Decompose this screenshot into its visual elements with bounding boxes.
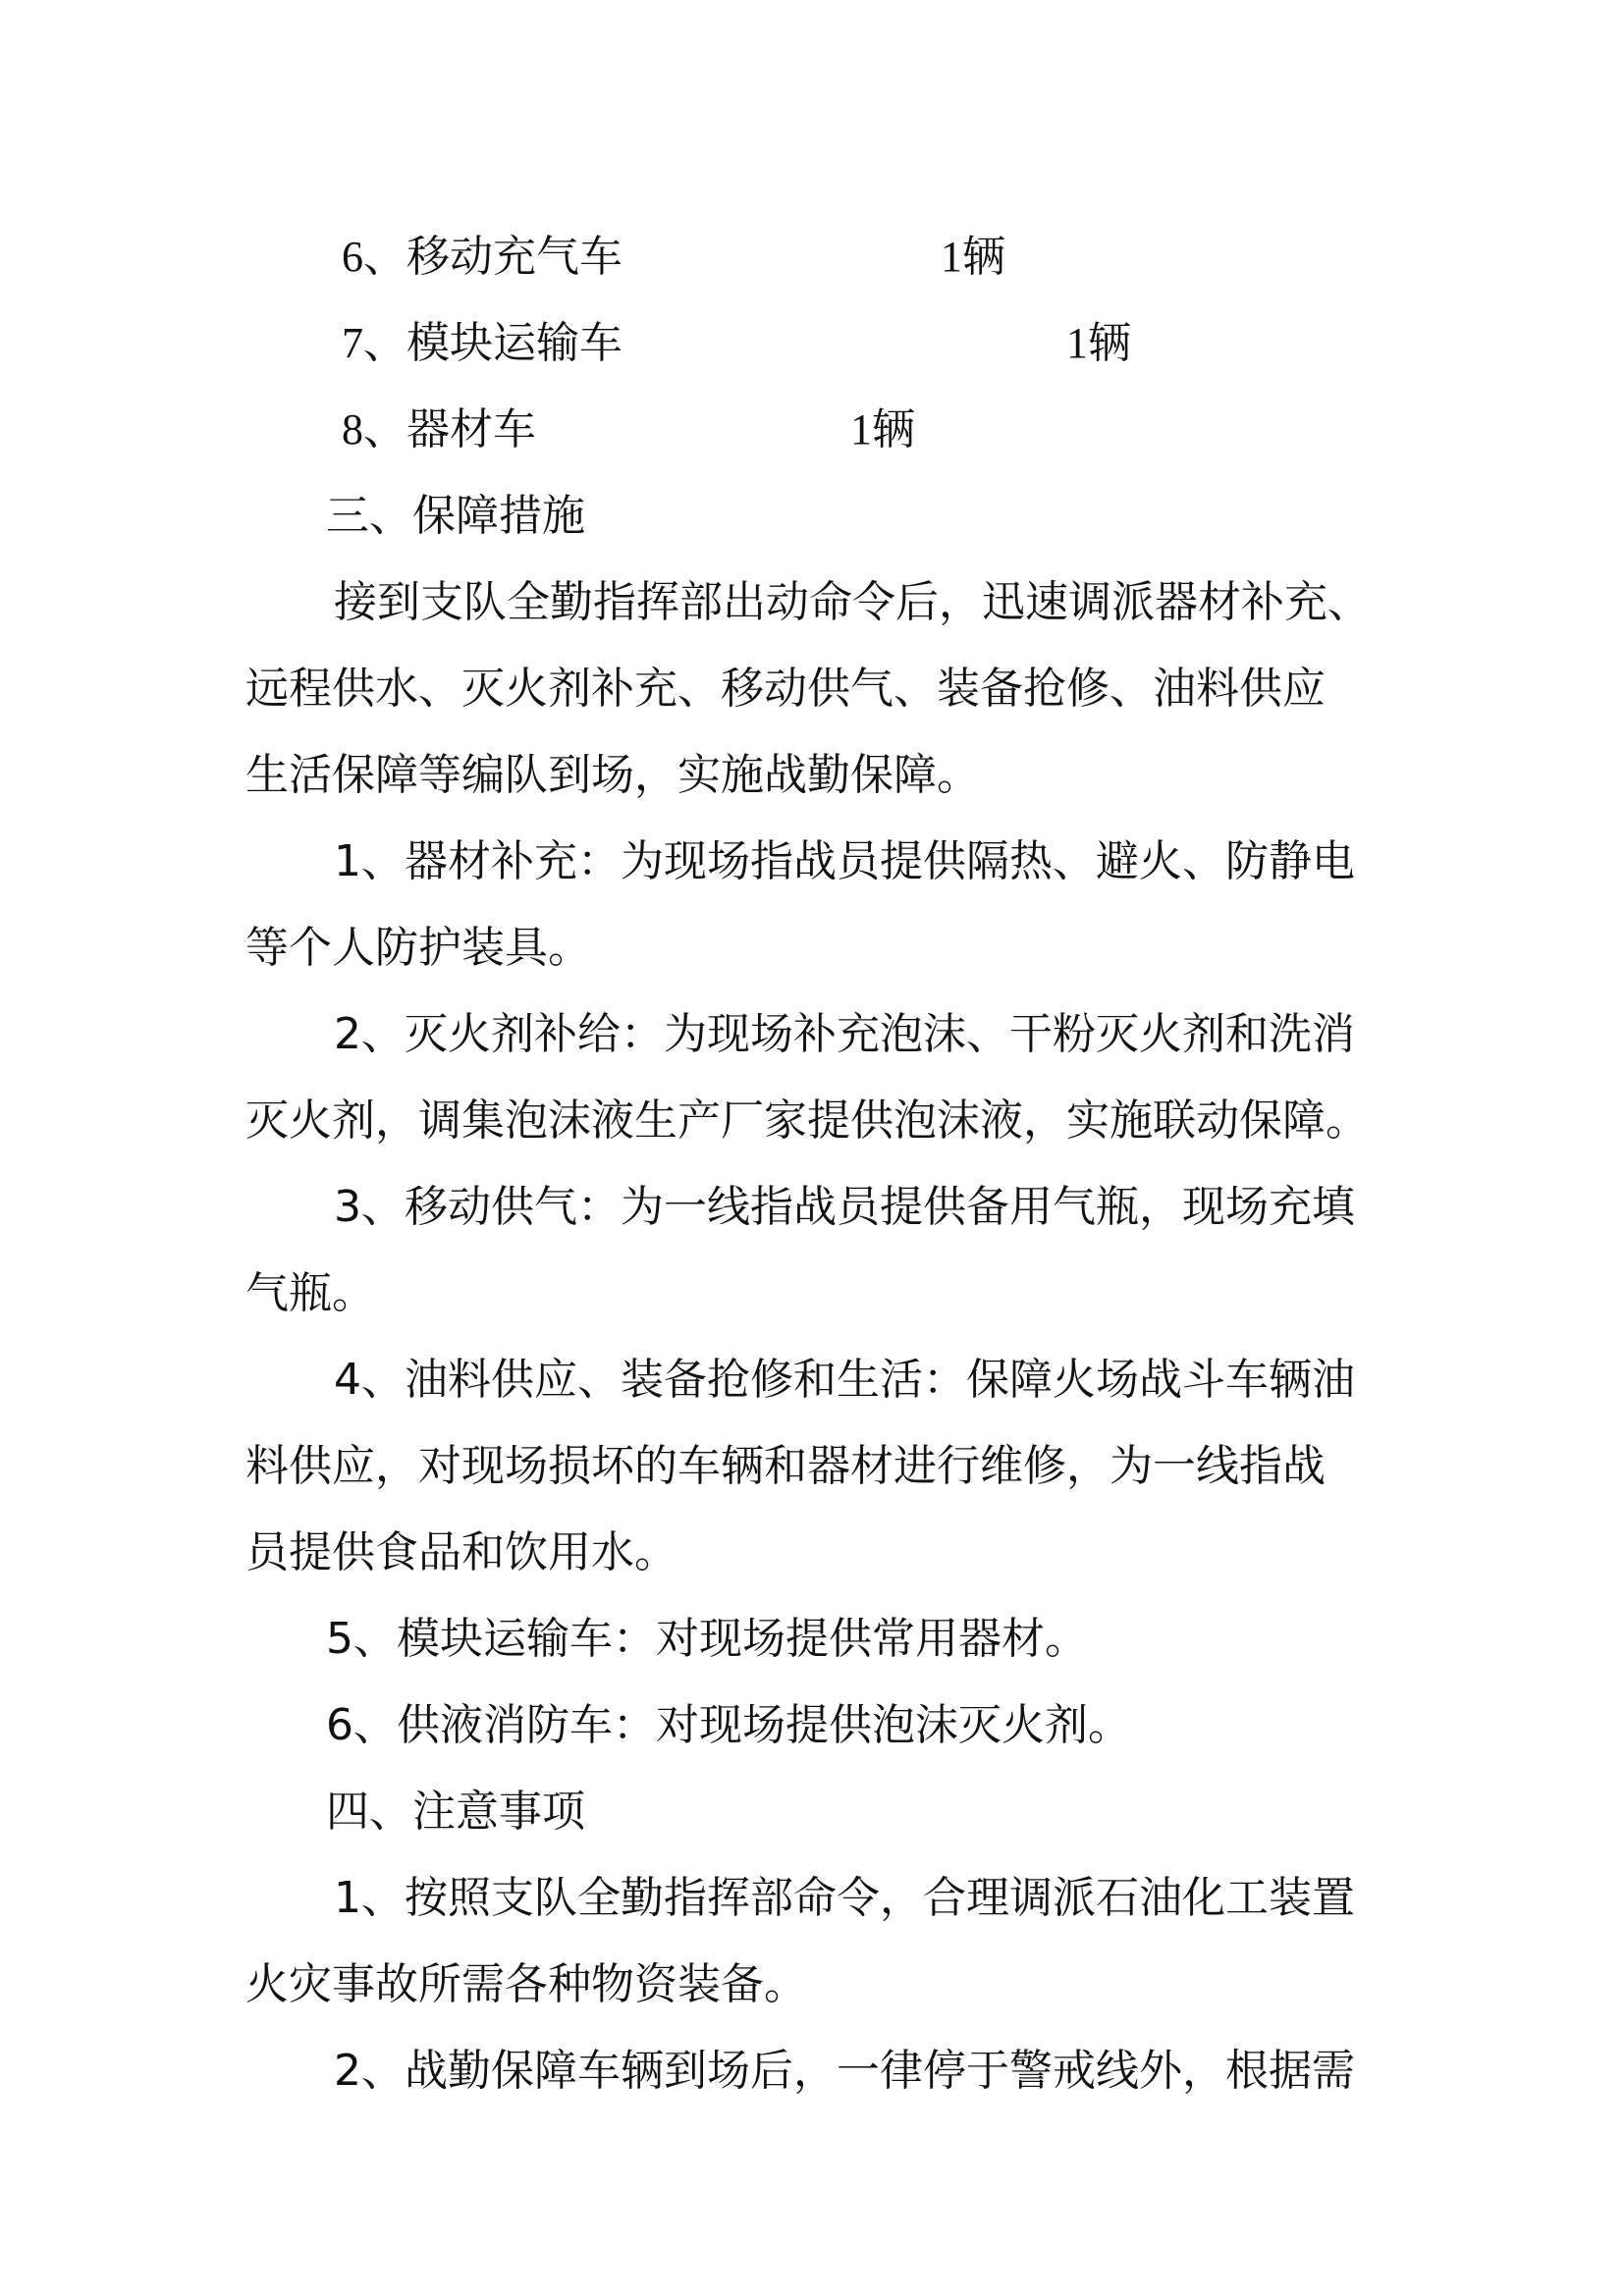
section-4-item-1-line-2: 火灾事故所需各种物资装备。 xyxy=(245,1959,807,2009)
vehicle-quantity: 1 xyxy=(941,233,962,281)
section-3-intro-line-3: 生活保障等编队到场，实施战勤保障。 xyxy=(245,750,980,800)
vehicle-row-8 xyxy=(0,391,1624,469)
section-4-item-2-line-1: 2、战勤保障车辆到场后，一律停于警戒线外，根据需 xyxy=(334,2046,1355,2096)
vehicle-name: 器材车 xyxy=(406,404,536,454)
section-4-heading: 四、注意事项 xyxy=(326,1787,585,1837)
section-3-item-1-line-1: 1、器材补充：为现场指战员提供隔热、避火、防静电 xyxy=(334,836,1355,886)
vehicle-number: 6 xyxy=(342,233,363,281)
section-3-item-1-line-2: 等个人防护装具。 xyxy=(245,923,591,973)
vehicle-name: 模块运输车 xyxy=(406,318,623,368)
vehicle-quantity: 1 xyxy=(850,405,872,454)
vehicle-unit: 辆 xyxy=(962,232,1005,282)
section-3-item-2-line-1: 2、灭火剂补给：为现场补充泡沫、干粉灭火剂和洗消 xyxy=(334,1009,1355,1059)
section-4-item-1-line-1: 1、按照支队全勤指挥部命令，合理调派石油化工装置 xyxy=(334,1873,1355,1923)
section-3-item-4-line-1: 4、油料供应、装备抢修和生活：保障火场战斗车辆油 xyxy=(334,1355,1355,1405)
section-3-item-3-line-2: 气瓶。 xyxy=(245,1268,375,1318)
section-3-item-4-line-2: 料供应，对现场损坏的车辆和器材进行维修，为一线指战 xyxy=(245,1441,1326,1491)
section-3-item-2-line-2: 灭火剂，调集泡沫液生产厂家提供泡沫液，实施联动保障。 xyxy=(245,1095,1369,1146)
vehicle-separator: 、 xyxy=(363,232,406,282)
vehicle-unit: 辆 xyxy=(1088,318,1131,368)
vehicle-unit: 辆 xyxy=(872,404,915,454)
vehicle-row-6 xyxy=(0,218,1624,296)
vehicle-name: 移动充气车 xyxy=(406,232,623,282)
vehicle-number: 8 xyxy=(342,405,363,454)
vehicle-quantity: 1 xyxy=(1066,319,1088,367)
section-3-item-6: 6、供液消防车：对现场提供泡沫灭火剂。 xyxy=(326,1700,1131,1750)
vehicle-row-7 xyxy=(0,304,1624,383)
section-3-heading: 三、保障措施 xyxy=(326,491,585,541)
vehicle-separator: 、 xyxy=(363,404,406,454)
vehicle-separator: 、 xyxy=(363,318,406,368)
section-3-item-5: 5、模块运输车：对现场提供常用器材。 xyxy=(326,1614,1088,1664)
section-3-item-3-line-1: 3、移动供气：为一线指战员提供备用气瓶，现场充填 xyxy=(334,1182,1355,1232)
vehicle-number: 7 xyxy=(342,319,363,367)
section-3-intro-line-1: 接到支队全勤指挥部出动命令后，迅速调派器材补充、 xyxy=(334,577,1371,627)
section-3-intro-line-2: 远程供水、灭火剂补充、移动供气、装备抢修、油料供应 xyxy=(245,664,1326,714)
section-3-item-4-line-3: 员提供食品和饮用水。 xyxy=(245,1527,677,1577)
